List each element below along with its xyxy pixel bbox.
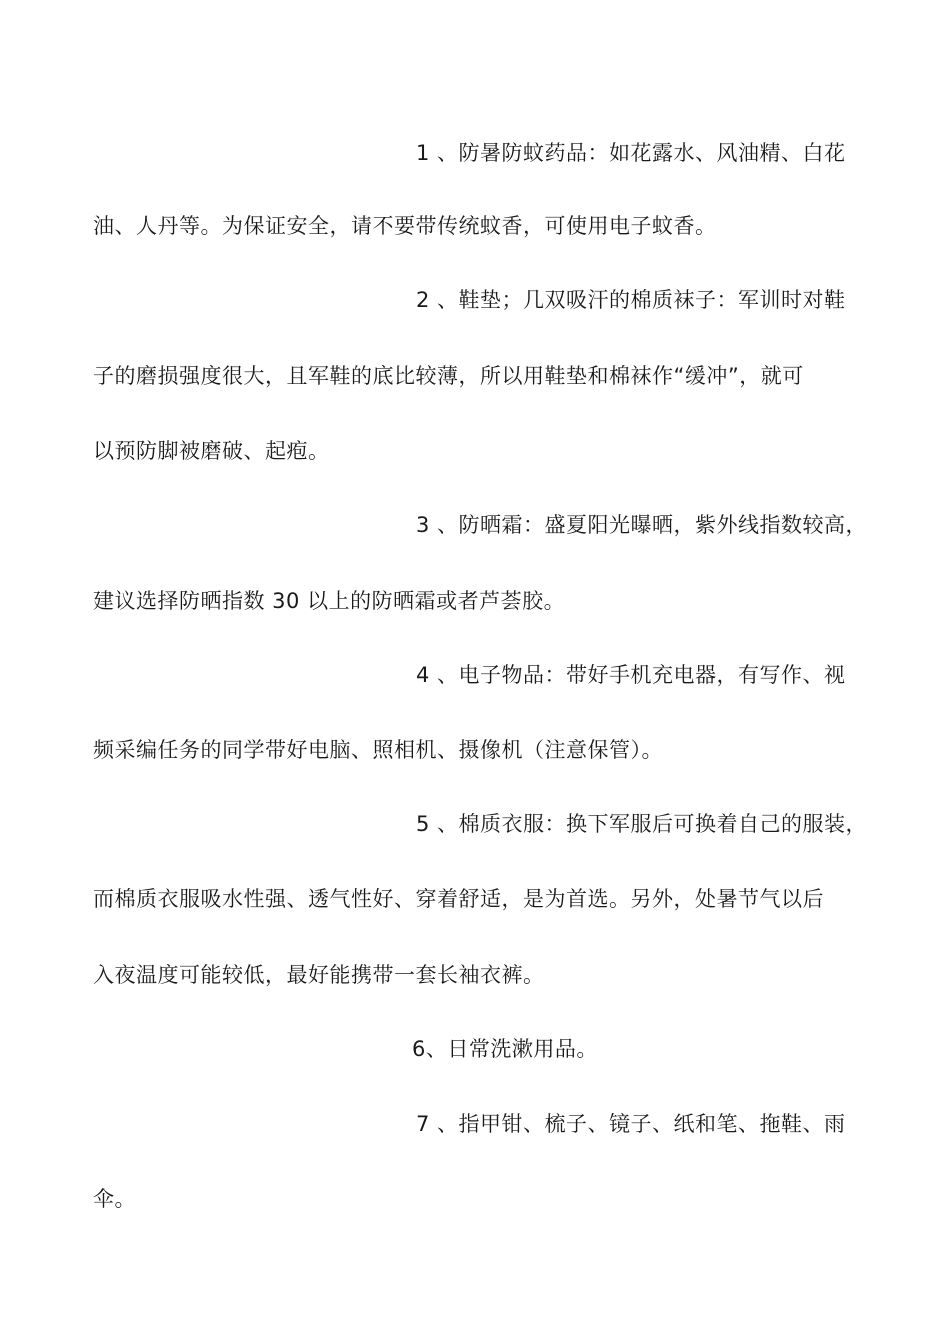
item-5-lead: 5 、棉质衣服：换下军服后可换着自己的服装， (416, 812, 868, 836)
item-1-cont-1: 油、人丹等。为保证安全，请不要带传统蚊香，可使用电子蚊香。 (93, 214, 717, 238)
item-3-lead: 3 、防晒霜：盛夏阳光曝晒，紫外线指数较高， (416, 513, 868, 537)
item-6-lead: 6、日常洗漱用品。 (412, 1037, 598, 1061)
item-5-cont-1: 而棉质衣服吸水性强、透气性好、穿着舒适，是为首选。另外，处暑节气以后 (93, 887, 824, 911)
item-2-cont-1: 子的磨损强度很大，且军鞋的底比较薄，所以用鞋垫和棉袜作“缓冲”，就可 (93, 364, 804, 388)
item-1-lead: 1 、防暑防蚊药品：如花露水、风油精、白花 (416, 141, 846, 165)
item-5-cont-2: 入夜温度可能较低，最好能携带一套长袖衣裤。 (93, 963, 545, 987)
item-4-cont-1: 频采编任务的同学带好电脑、照相机、摄像机（注意保管）。 (93, 738, 663, 762)
item-3-cont-1: 建议选择防晒指数 30 以上的防晒霜或者芦荟胶。 (93, 589, 566, 613)
item-2-lead: 2 、鞋垫；几双吸汗的棉质袜子：军训时对鞋 (416, 288, 846, 312)
item-7-cont-1: 伞。 (93, 1187, 136, 1211)
item-2-cont-2: 以预防脚被磨破、起疱。 (93, 439, 330, 463)
item-4-lead: 4 、电子物品：带好手机充电器，有写作、视 (416, 663, 846, 687)
item-7-lead: 7 、指甲钳、梳子、镜子、纸和笔、拖鞋、雨 (416, 1112, 846, 1136)
